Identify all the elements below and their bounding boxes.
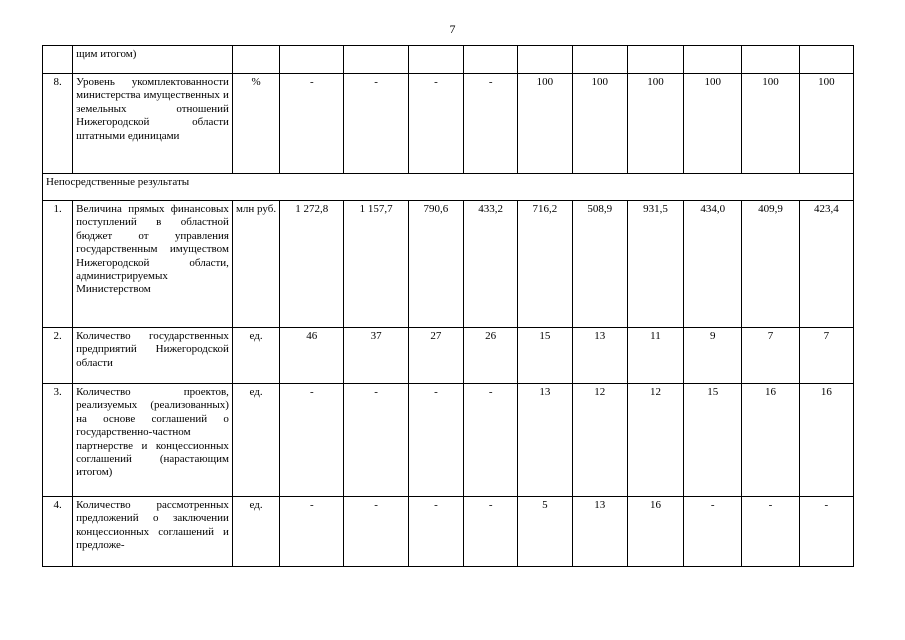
value-cell: 9 [684,328,742,384]
row-number-cell: 1. [43,201,73,328]
value-cell: 716,2 [518,201,572,328]
value-cell: - [344,497,408,567]
value-cell: 508,9 [572,201,627,328]
section-row [43,174,854,201]
value-cell: 1 272,8 [280,201,344,328]
value-cell: 12 [572,384,627,497]
row-number-cell: 4. [43,497,73,567]
value-cell [344,46,408,74]
indicator-name-cell: Количество проектов, реализуемых (реализованных) на основе соглашений о государственно-частном партнерстве и концессионных соглашений (нарастающим итогом) [73,384,233,497]
value-cell: - [464,384,518,497]
value-cell: 7 [799,328,853,384]
value-cell: 16 [799,384,853,497]
unit-cell [232,46,279,74]
unit-cell: ед. [232,384,279,497]
value-cell: 26 [464,328,518,384]
row-number-cell: 2. [43,328,73,384]
value-cell: 434,0 [684,201,742,328]
indicator-name-cell: Уровень укомплектованности министерства имущественных и земельных отношений Нижегородской области штатными единицами [73,74,233,174]
value-cell: - [344,74,408,174]
value-cell: 16 [742,384,799,497]
section-title: Непосредственные результаты [43,174,854,201]
value-cell: 100 [572,74,627,174]
value-cell: 100 [684,74,742,174]
value-cell: 409,9 [742,201,799,328]
table-row [43,384,854,497]
value-cell [408,46,463,74]
indicator-name-cell: Количество государственных предприятий Нижегородской области [73,328,233,384]
unit-cell: % [232,74,279,174]
table-row [43,46,854,74]
value-cell [464,46,518,74]
table-row [43,74,854,174]
value-cell: 13 [572,328,627,384]
value-cell: 15 [684,384,742,497]
value-cell: - [684,497,742,567]
value-cell [799,46,853,74]
value-cell: 37 [344,328,408,384]
value-cell: - [799,497,853,567]
value-cell [518,46,572,74]
row-number-cell: 8. [43,74,73,174]
value-cell: 423,4 [799,201,853,328]
value-cell: 13 [518,384,572,497]
value-cell: 46 [280,328,344,384]
value-cell: - [280,497,344,567]
indicator-name-cell: Количество рассмотренных предложений о заключении концессионных соглашений и предложе- [73,497,233,567]
row-number-cell [43,46,73,74]
value-cell: 12 [627,384,683,497]
value-cell: - [464,74,518,174]
value-cell: 931,5 [627,201,683,328]
indicator-name-cell: Величина прямых финансовых поступлений в областной бюджет от управления государственным имуществом Нижегородской области, администрируемых Министерством [73,201,233,328]
unit-cell: млн руб. [232,201,279,328]
value-cell: - [280,74,344,174]
value-cell: 1 157,7 [344,201,408,328]
value-cell: - [408,74,463,174]
value-cell [280,46,344,74]
value-cell: - [464,497,518,567]
row-number-cell: 3. [43,384,73,497]
value-cell: 100 [742,74,799,174]
unit-cell: ед. [232,497,279,567]
value-cell: 7 [742,328,799,384]
value-cell: 27 [408,328,463,384]
indicators-table [42,45,854,567]
value-cell: 5 [518,497,572,567]
value-cell: 15 [518,328,572,384]
value-cell: - [408,384,463,497]
value-cell: 100 [799,74,853,174]
value-cell: 790,6 [408,201,463,328]
table-row [43,328,854,384]
value-cell: 13 [572,497,627,567]
value-cell: - [280,384,344,497]
unit-cell: ед. [232,328,279,384]
value-cell: - [742,497,799,567]
value-cell: - [344,384,408,497]
indicator-name-cell: щим итогом) [73,46,233,74]
value-cell: 100 [627,74,683,174]
value-cell [742,46,799,74]
value-cell [572,46,627,74]
table-row [43,497,854,567]
page-number: 7 [449,22,456,36]
value-cell: 16 [627,497,683,567]
value-cell [627,46,683,74]
value-cell: 100 [518,74,572,174]
value-cell: 433,2 [464,201,518,328]
value-cell: - [408,497,463,567]
table-row [43,201,854,328]
value-cell [684,46,742,74]
value-cell: 11 [627,328,683,384]
